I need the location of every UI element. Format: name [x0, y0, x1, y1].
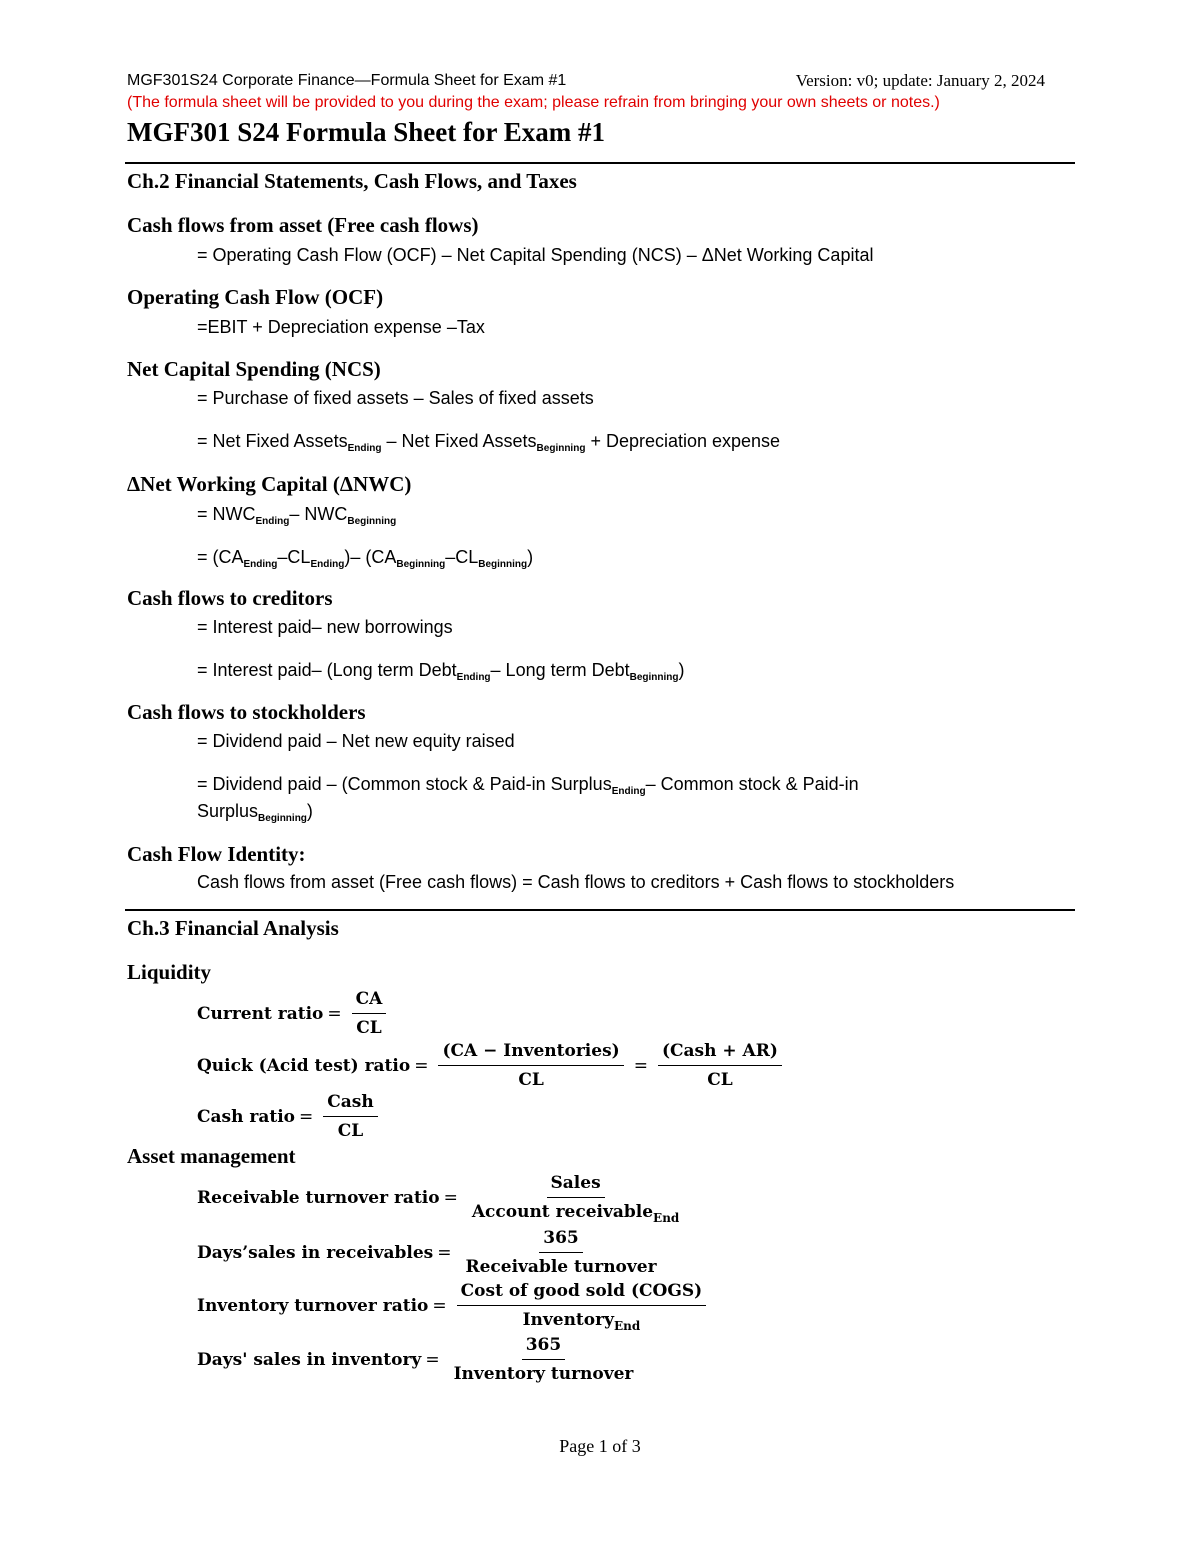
page-number: Page 1 of 3 — [559, 1436, 641, 1456]
ch2-heading: Ch.2 Financial Statements, Cash Flows, and Taxes — [127, 169, 577, 193]
days-sales-inventory-eq: Days' sales in inventory = $\frac{365}{\text{Inventory turnover}}$ — [197, 1335, 634, 1384]
receivable-turnover-eq: Receivable turnover ratio = $\frac{\text{Sales}}{Account receivable_{End}}$ — [197, 1173, 680, 1225]
nwc-formula-2: = $(CA_{Ending}-CL_{Ending})-$ $(CA_{Beginning}-CL_{Beginning})$ — [197, 547, 534, 570]
cffa-label: Cash flows from asset (Free cash flows) — [127, 213, 479, 237]
stockholders-formula-1: = Dividend paid – Net new equity raised — [197, 731, 515, 751]
page-title: MGF301 S24 Formula Sheet for Exam #1 — [127, 117, 605, 147]
cash-ratio-eq: Cash ratio = $\frac{\text{Cash}}{CL}$ — [197, 1090, 384, 1143]
creditors-formula-2: = Interest paid– (Long term Debt$_{Ending}$– Long term Debt$_{Beginning}$) — [197, 660, 685, 683]
stockholders-label: Cash flows to stockholders — [127, 700, 366, 724]
header-version: Version: v0; update: January 2, 2024 — [795, 71, 1045, 90]
current-ratio-eq: Current ratio = $\frac{CA}{CL}$ — [197, 987, 392, 1040]
ocf-label: Operating Cash Flow (OCF) — [127, 285, 384, 309]
quick-ratio-eq: Quick (Acid test) ratio = $\frac{\text{(CA − Inventories)}}{CL}$ = $\frac{\text{(Cash + AR)}}{CL}$ — [197, 1039, 788, 1092]
creditors-formula-1: = Interest paid– new borrowings — [197, 617, 453, 637]
liquidity-label: Liquidity — [127, 960, 212, 984]
exam-notice: (The formula sheet will be provided to you during the exam; please refrain from bringing your own sheets or notes.) — [127, 94, 940, 111]
ncs-label: Net Capital Spending (NCS) — [127, 357, 381, 381]
ncs-formula-2: = Net Fixed Assets$_{Ending}$ – Net Fixed Assets$_{Beginning}$ + Depreciation expense — [197, 431, 781, 454]
days-sales-receivables-eq: Days’sales in receivables = $\frac{365}{\text{Receivable turnover}}$ — [197, 1228, 657, 1277]
asset-management-label: Asset management — [127, 1144, 296, 1168]
ocf-formula: =EBIT + Depreciation expense –Tax — [197, 317, 485, 337]
nwc-label: ΔNet Working Capital (ΔNWC) — [127, 472, 412, 496]
section-divider — [125, 162, 1075, 164]
header-course: MGF301S24 Corporate Finance—Formula Sheet for Exam #1 — [127, 72, 567, 89]
section-divider — [125, 909, 1075, 911]
identity-label: Cash Flow Identity: — [127, 842, 306, 866]
running-header — [127, 70, 1045, 92]
cffa-formula: = Operating Cash Flow (OCF) – Net Capital Spending (NCS) – ΔNet Working Capital — [197, 245, 874, 265]
creditors-label: Cash flows to creditors — [127, 586, 333, 610]
nwc-formula-1: = $NWC_{Ending}-$ $NWC_{Beginning}$ — [197, 504, 397, 527]
ch3-heading: Ch.3 Financial Analysis — [127, 916, 339, 940]
inventory-turnover-eq: Inventory turnover ratio = $\frac{\text{Cost of good sold (COGS)}}{Inventory_{End}}$ — [197, 1279, 712, 1332]
stockholders-formula-3: Surplus$_{Beginning}$) — [197, 801, 313, 824]
identity-formula: Cash flows from asset (Free cash flows) = Cash flows to creditors + Cash flows to stockholders — [197, 872, 955, 892]
ncs-formula-1: = Purchase of fixed assets – Sales of fixed assets — [197, 388, 594, 408]
stockholders-formula-2: = Dividend paid – (Common stock & Paid-in Surplus$_{Ending}$– Common stock & Paid-in — [197, 774, 859, 797]
